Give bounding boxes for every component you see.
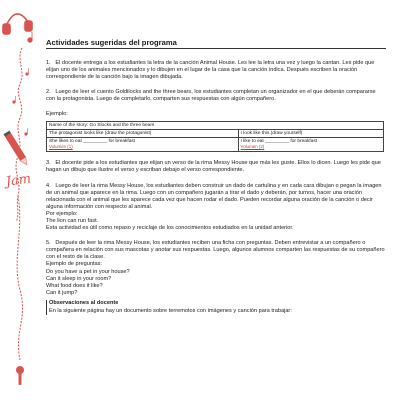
activities-page [46, 38, 386, 400]
question-item: Can it sleep in your room? [46, 275, 112, 282]
teacher-notes-block [46, 300, 386, 315]
activity-1-paragraph: 1. El docente entrega a los estudiantes la letra de la canción Animal House. Les lee la letra una vez y luego la cantan. Les pide que elijan uno de los animales mencionados y lo dibujen en el lugar de la casa que la canción indica. Después escriben la oración correspondiente de la canción bajo la imagen dibujada. [46, 60, 375, 81]
table-cell-text: I like to eat _________ for breakfast [240, 138, 318, 144]
handwriting-jam: Jam [4, 171, 33, 190]
activity-2-paragraph: 2. Luego de leer el cuento Goldilocks and the three bears, los estudiantes completan un organizador en el que deberán compararse con la protagonista. Luego de completarlo, comparten sus respuestas con algún compañero. [46, 89, 376, 103]
teacher-notes-text: En la siguiente página hay un documento sobre terremotos con imágenes y canción para trabajar: [49, 308, 292, 314]
margin-decoration [0, 0, 44, 400]
activity-5-questions-label: Ejemplo de preguntas: [46, 261, 102, 268]
page-title: Actividades sugeridas del programa [46, 38, 177, 47]
table-col2-heading: I look like this (draw yourself) [238, 130, 383, 138]
volume-link-1[interactable]: Volumen (1) [49, 144, 73, 150]
table-cell-she-likes [47, 137, 239, 151]
activity-4-example-label: Por ejemplo: [46, 210, 78, 217]
title-underline [46, 48, 386, 49]
ribbon-line [17, 196, 22, 360]
question-list [46, 269, 386, 297]
activity-3-paragraph: 3. El docente pide a los estudiantes que elijan un verso de la rima Messy House que más les guste. Ellos lo dicen. Luego les pide que hagan un dibujo que ilustre el verso y escriban debajo el verso correspondiente. [46, 160, 381, 174]
teacher-notes-title: Observaciones al docente [49, 299, 119, 306]
question-item: Can it jump? [46, 289, 78, 296]
activity-4-note: Esta actividad es útil como repaso y reciclaje de los conocimientos estudiados en la unidad anterior. [46, 225, 294, 232]
headphones-icon [3, 14, 32, 34]
table-cell-i-like [238, 137, 383, 151]
comparison-organizer-table [46, 121, 384, 153]
question-item: Do you have a pet in your house? [46, 268, 130, 275]
activity-4-example: The lion can run fast. [46, 217, 99, 224]
microphone-icon [16, 366, 24, 385]
example-label: Ejemplo: [46, 111, 68, 118]
question-item: What food does it like? [46, 282, 103, 289]
table-cell-text: She likes to eat _________ for breakfast [49, 138, 136, 144]
activity-5-paragraph: 5. Después de leer la rima Messy House, los estudiantes reciben una ficha con preguntas. Deben entrevistar a un compañero o compañera en relación con sus mascotas y anotar sus respuestas. Luego, algunos alumnos comparten las respuestas de su compañero con el resto de la clase. [46, 240, 385, 261]
music-note-icon [28, 32, 32, 42]
activity-4-paragraph: 4. Luego de leer la rima Messy House, los estudiantes deben construir un dado de cartulina y en cada cara dibujan o pegan la imagen de un animal que aparece en la rima. Luego con un compañero jugarán a tirar el dado y deberán, por turnos, hacer una oración relacionada con el animal que les aparece cada vez que hacen rodar el dado. Pueden recordar alguna oración de la canción o decir alguna información con respecto al animal. [46, 182, 382, 210]
ribbon-line [16, 48, 22, 222]
pencil-icon [3, 131, 29, 167]
table-col1-heading: The protagonist looks like (draw the protagonist) [47, 130, 239, 138]
margin-doodles [0, 0, 44, 400]
table-header-cell: Name of the story: Go Slocks and the three bears [47, 121, 384, 130]
volume-link-2[interactable]: Volumen (2) [240, 144, 265, 150]
